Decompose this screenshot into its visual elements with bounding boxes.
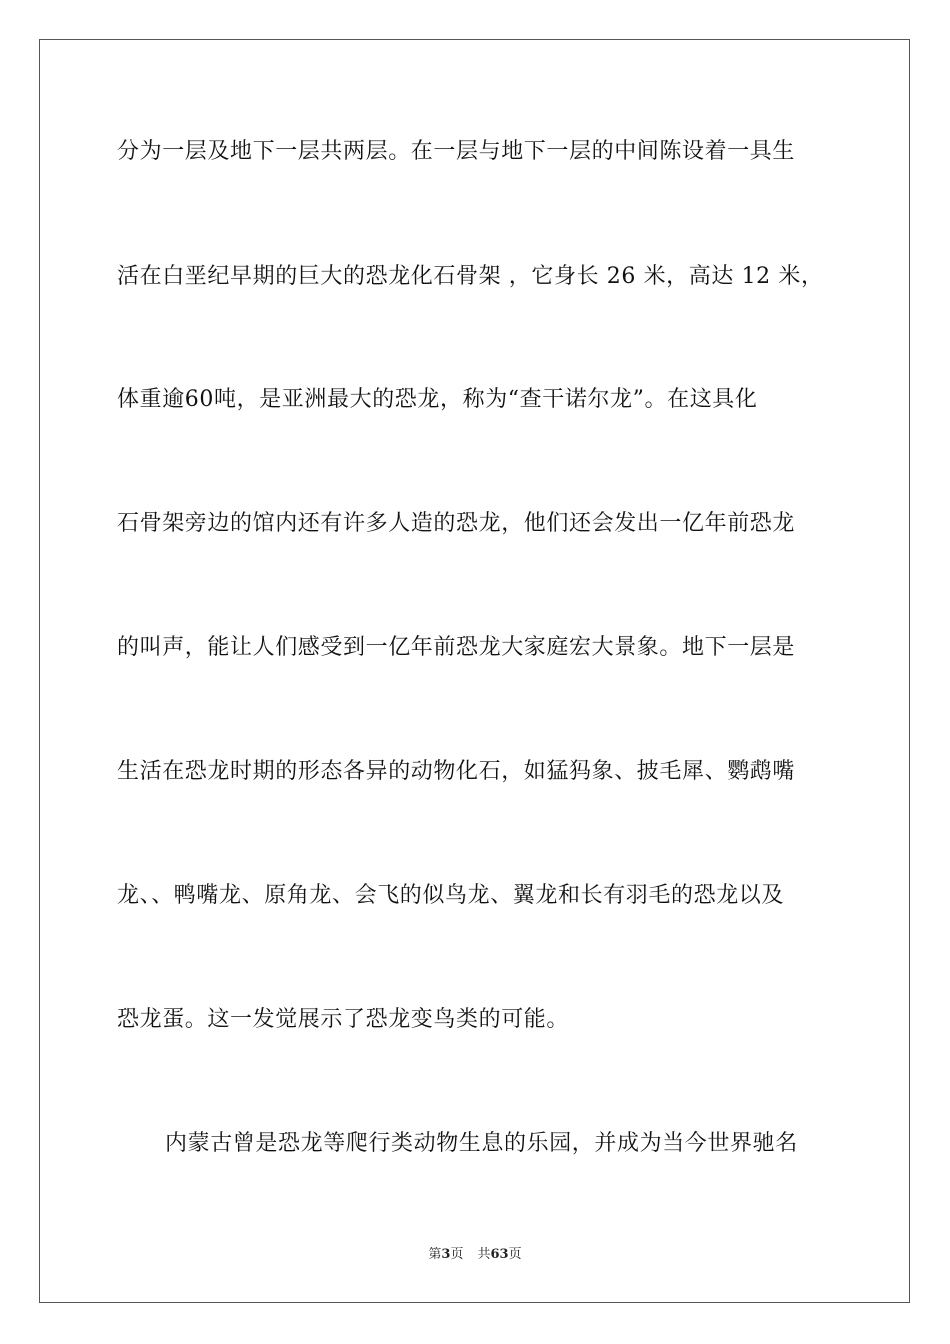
text-line-4: 石骨架旁边的馆内还有许多人造的恐龙，他们还会发出一亿年前恐龙 xyxy=(117,511,796,536)
text-line-2: 活在白垩纪早期的巨大的恐龙化石骨架 ，它身长 26 米，高达 12 米， xyxy=(117,264,824,289)
text-line-8: 恐龙蛋。这一发觉展示了恐龙变鸟类的可能。 xyxy=(117,1007,570,1032)
footer-total-suffix: 页 xyxy=(508,1247,522,1262)
text-line-9: 内蒙古曾是恐龙等爬行类动物生息的乐园，并成为当今世界驰名 xyxy=(165,1131,798,1156)
text-line-6: 生活在恐龙时期的形态各异的动物化石，如猛犸象、披毛犀、鹦鹉嘴 xyxy=(117,759,796,784)
footer-total-pages: 63 xyxy=(490,1247,509,1262)
text-line-5: 的叫声，能让人们感受到一亿年前恐龙大家庭宏大景象。地下一层是 xyxy=(117,635,796,660)
text-line-7: 龙、、鸭嘴龙、原角龙、会飞的似鸟龙、翼龙和长有羽毛的恐龙以及 xyxy=(117,883,785,908)
text-line-1: 分为一层及地下一层共两层。在一层与地下一层的中间陈设着一具生 xyxy=(117,139,796,164)
text-line-3: 体重逾60吨，是亚洲最大的恐龙，称为“查干诺尔龙”。在这具化 xyxy=(117,387,758,412)
footer-page-suffix: 页 xyxy=(450,1247,464,1262)
page-border xyxy=(39,39,910,1303)
footer-page-prefix: 第 xyxy=(428,1247,442,1262)
page-footer xyxy=(0,1246,950,1264)
footer-page-number: 3 xyxy=(441,1247,451,1262)
footer-total-prefix: 共 xyxy=(477,1247,491,1262)
